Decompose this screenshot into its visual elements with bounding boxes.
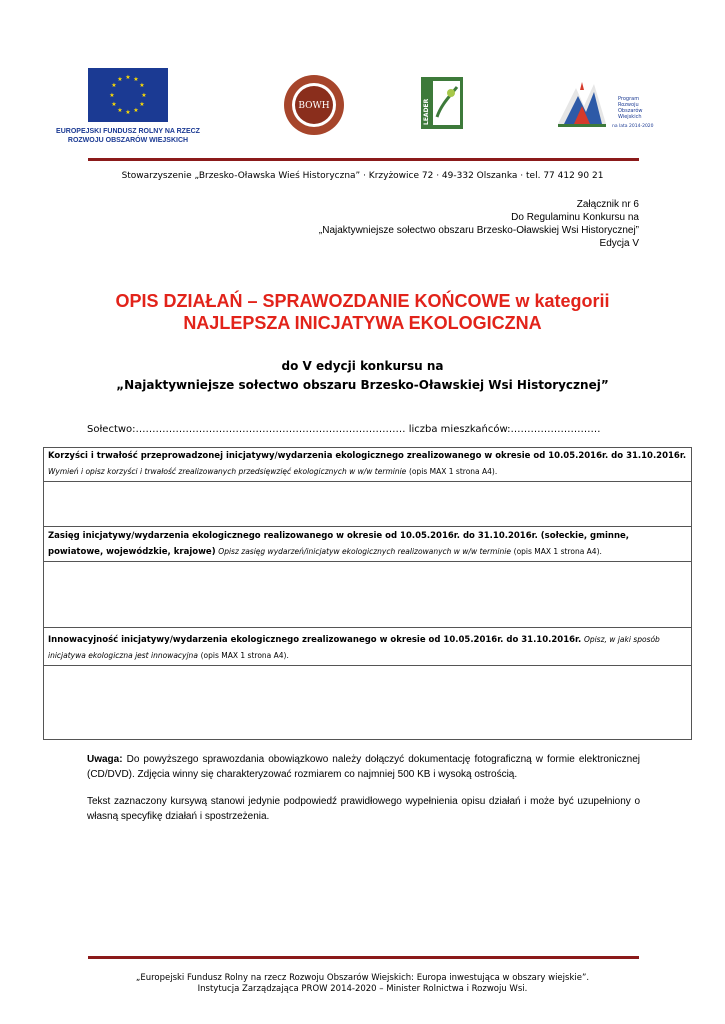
section-header: Innowacyjność inicjatywy/wydarzenia ekologicznego zrealizowanego w okresie od 10.05.2016r. do 31.10.2016r. Opisz, w jaki sposób inicjatywa ekologiczna jest innowacyjna (opis MAX 1 strona A4). <box>44 627 691 666</box>
solectwo-field[interactable]: Sołectwo:……………………………………………………………………… liczba mieszkańców:……………………… <box>87 424 601 435</box>
svg-text:Rozwoju: Rozwoju <box>618 102 639 108</box>
svg-text:★: ★ <box>117 76 123 83</box>
footer-separator <box>88 956 639 959</box>
footer: „Europejski Fundusz Rolny na rzecz Rozwoju Obszarów Wiejskich: Europa inwestująca w obszary wiejskie”. Instytucja Zarządzająca PROW 2014-2020 – Minister Rolnictwa i Rozwoju Wsi. <box>135 973 590 994</box>
header-address: Stowarzyszenie „Brzesko-Oławska Wieś Historyczna” · Krzyżowice 72 · 49-332 Olszanka · tel. 77 412 90 21 <box>121 171 604 181</box>
svg-text:Wiejskich: Wiejskich <box>618 114 642 120</box>
section-header: Korzyści i trwałość przeprowadzonej inicjatywy/wydarzenia ekologicznego zrealizowanego w okresie od 10.05.2016r. do 31.10.2016r. Wymień i opisz korzyści i trwałość zrealizowanych przedsięwzięć ekologicznych w w/w terminie (opis MAX 1 strona A4). <box>44 448 691 482</box>
svg-text:★: ★ <box>139 82 145 89</box>
note-uwaga: Uwaga: Do powyższego sprawozdania obowiązkowo należy dołączyć dokumentację fotograficzną w formie elektronicznej (CD/DVD). Zdjęcia winny się charakteryzować rozmiarem co najmniej 500 KB i wysoką ostrością. <box>87 754 641 780</box>
prow-logo <box>556 78 654 132</box>
section-header: Zasięg inicjatywy/wydarzenia ekologicznego realizowanego w okresie od 10.05.2016r. do 31.10.2016r. (sołeckie, gminne, powiatowe, wojewódzkie, krajowe) Opisz zasięg wydarzeń/inicjatyw ekologicznych realizowanych w w/w terminie (opis MAX 1 strona A4). <box>44 525 691 562</box>
svg-text:★: ★ <box>125 109 131 116</box>
header-separator <box>88 158 639 161</box>
bowh-text: BOWH <box>298 101 330 111</box>
bowh-logo <box>283 74 345 136</box>
attachment-info: Załącznik nr 6 Do Regulaminu Konkursu na „Najaktywniejsze sołectwo obszaru Brzesko-Oławskiej Wsi Historycznej” Edycja V <box>318 199 639 249</box>
section-answer-area[interactable] <box>44 666 691 742</box>
svg-text:★: ★ <box>133 107 139 114</box>
svg-text:★: ★ <box>133 76 139 83</box>
svg-text:na lata 2014-2020: na lata 2014-2020 <box>612 124 654 129</box>
svg-text:★: ★ <box>111 101 117 108</box>
page-subtitle: do V edycji konkursu na „Najaktywniejsze sołectwo obszaru Brzesko-Oławskiej Wsi Historycznej” <box>116 359 609 392</box>
svg-text:★: ★ <box>139 101 145 108</box>
svg-text:★: ★ <box>111 82 117 89</box>
note-hint: Tekst zaznaczony kursywą stanowi jedynie podpowiedź prawidłowego wypełnienia opisu działań i może być uzupełniony o własną specyfikę działań i spostrzeżenia. <box>87 796 640 822</box>
svg-text:★: ★ <box>125 74 131 81</box>
svg-text:Program: Program <box>618 96 640 102</box>
svg-text:★: ★ <box>117 107 123 114</box>
leader-logo <box>421 77 463 129</box>
page-title: OPIS DZIAŁAŃ – SPRAWOZDANIE KOŃCOWE w kategorii NAJLEPSZA INICJATYWA EKOLOGICZNA <box>115 291 610 333</box>
section-benefits <box>43 447 692 527</box>
eu-caption: EUROPEJSKI FUNDUSZ ROLNY NA RZECZ ROZWOJU OBSZARÓW WIEJSKICH <box>56 128 200 144</box>
section-innovation <box>43 627 692 740</box>
section-answer-area[interactable] <box>44 482 691 526</box>
svg-text:★: ★ <box>109 92 115 99</box>
section-answer-area[interactable] <box>44 562 691 628</box>
eu-flag-logo <box>88 68 168 122</box>
section-range <box>43 525 692 628</box>
svg-text:Obszarów: Obszarów <box>618 108 643 114</box>
leader-text: LEADER <box>423 98 430 125</box>
svg-text:★: ★ <box>141 92 147 99</box>
